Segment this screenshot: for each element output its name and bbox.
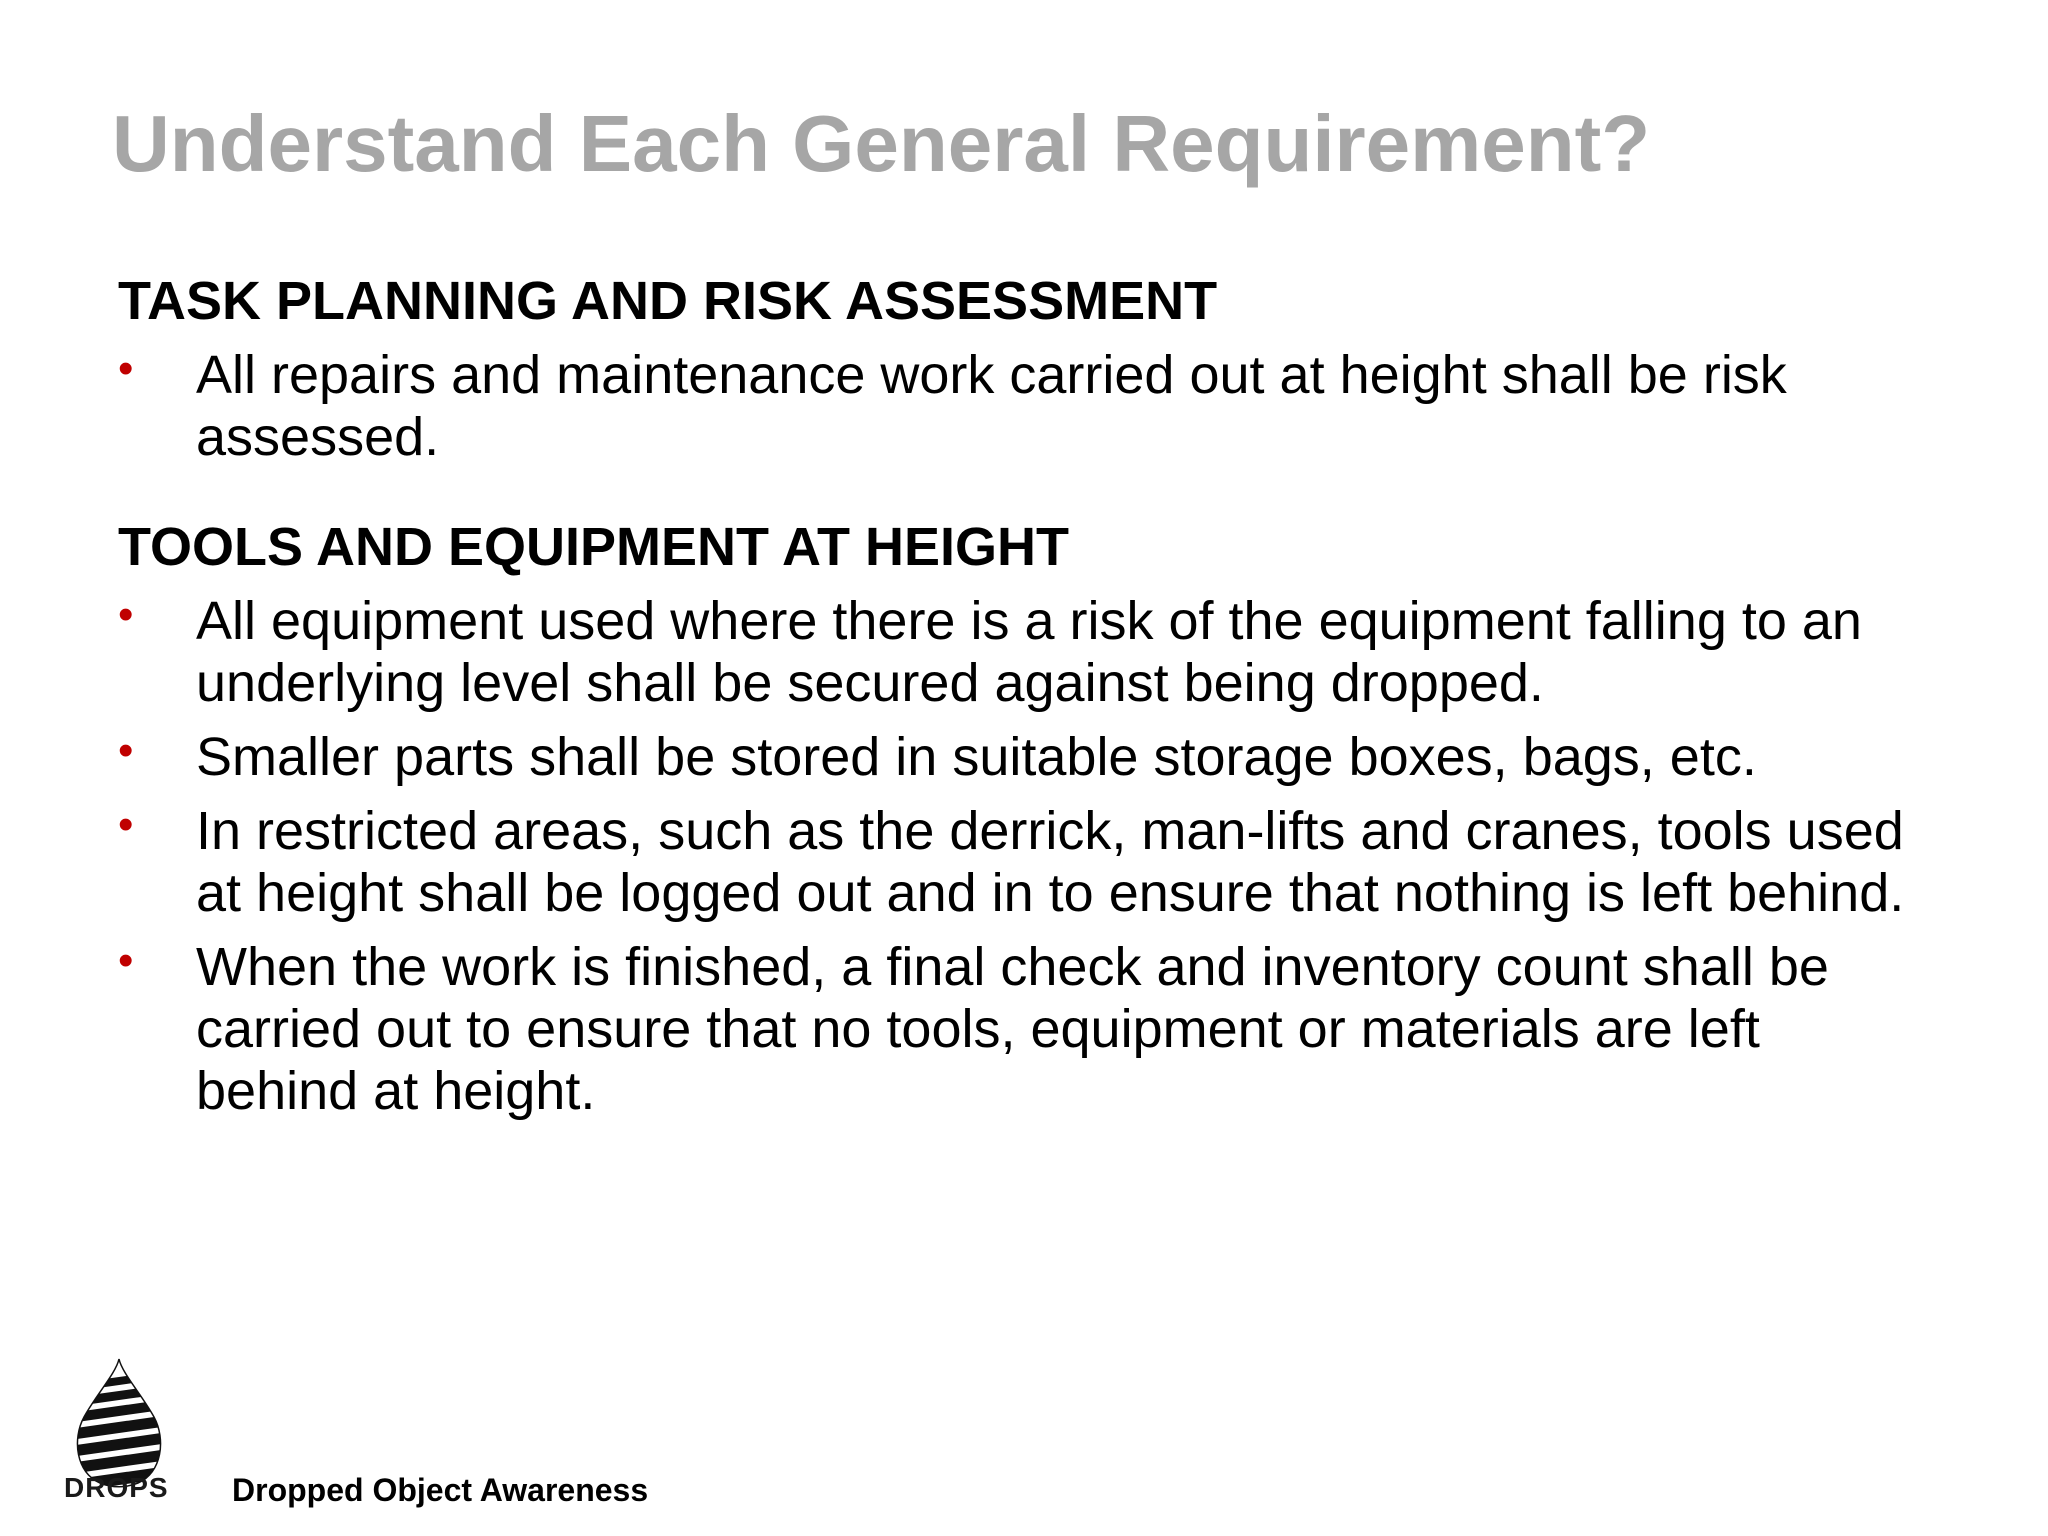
slide-title: Understand Each General Requirement?	[112, 99, 1651, 188]
bullet-icon: •	[118, 936, 134, 985]
footer-caption: Dropped Object Awareness	[232, 1472, 649, 1508]
bullet-text: In restricted areas, such as the derrick, man-lifts and cranes, tools used at height shall be logged out and in to ensure that nothing is left behind.	[196, 801, 1905, 923]
list-item	[118, 936, 1918, 1122]
bullet-text: Smaller parts shall be stored in suitable storage boxes, bags, etc.	[196, 727, 1757, 787]
logo-wordmark: DROPS	[64, 1472, 169, 1503]
bullet-list	[118, 344, 1918, 468]
bullet-icon: •	[118, 726, 134, 775]
list-item	[118, 800, 1918, 924]
bullet-text: When the work is finished, a final check and inventory count shall be carried out to ensure that no tools, equipment or materials are left behind at height.	[196, 937, 1829, 1121]
section-task-planning	[118, 270, 1918, 468]
bullet-icon: •	[118, 800, 134, 849]
list-item	[118, 590, 1918, 714]
section-heading: TOOLS AND EQUIPMENT AT HEIGHT	[118, 517, 1070, 577]
bullet-text: All repairs and maintenance work carried out at height shall be risk assessed.	[196, 345, 1787, 467]
slide-content	[118, 270, 1918, 1122]
bullet-text: All equipment used where there is a risk of the equipment falling to an underlying level shall be secured against being dropped.	[196, 591, 1862, 713]
section-heading: TASK PLANNING AND RISK ASSESSMENT	[118, 271, 1218, 331]
section-tools-equipment	[118, 516, 1918, 1122]
bullet-list	[118, 590, 1918, 1122]
bullet-icon: •	[118, 344, 134, 393]
bullet-icon: •	[118, 590, 134, 639]
list-item	[118, 726, 1918, 788]
list-item	[118, 344, 1918, 468]
